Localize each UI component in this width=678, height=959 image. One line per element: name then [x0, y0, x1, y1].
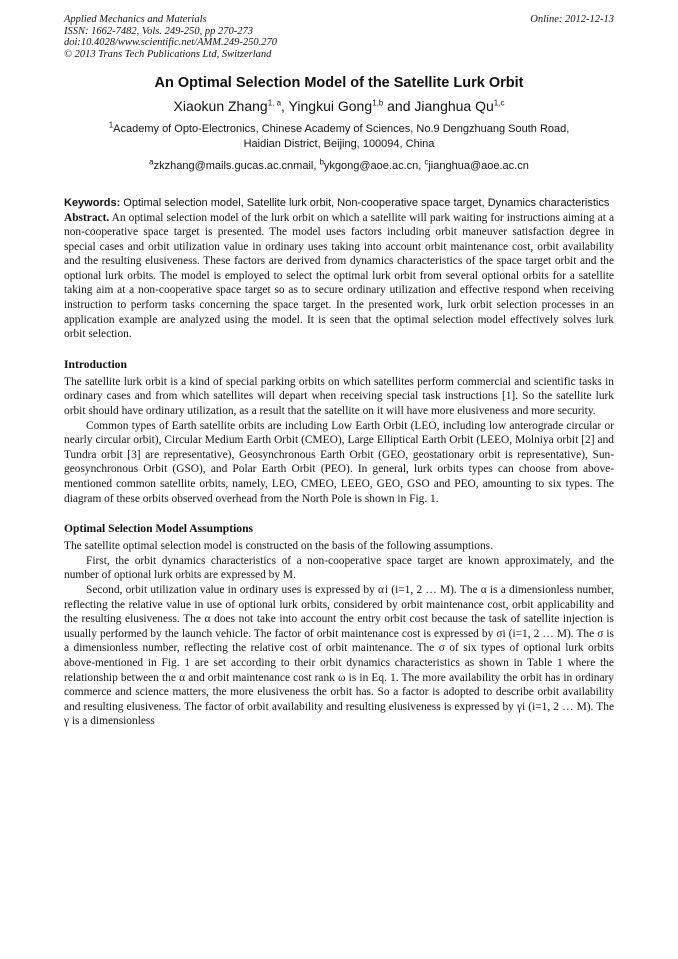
author-separator: and: [383, 98, 415, 114]
author-affiliation-mark: 1, a: [267, 98, 282, 108]
author-name: Xiaokun Zhang: [173, 98, 268, 114]
journal-name: Applied Mechanics and Materials: [64, 14, 207, 25]
journal-header: [64, 14, 614, 60]
abstract: [64, 211, 614, 342]
author-affiliation-mark: 1,b: [372, 98, 384, 108]
section-heading-introduction: Introduction: [64, 357, 127, 371]
author-name: Jianghua Qu: [414, 98, 494, 114]
email-address: zkzhang@mails.gucas.ac.cnmail,: [153, 160, 320, 172]
author-emails: [64, 159, 614, 174]
author-list: [64, 96, 614, 116]
affiliation-line-1: Academy of Opto-Electronics, Chinese Academy of Sciences, No.9 Dengzhuang South Road,: [113, 123, 570, 135]
abstract-label: Abstract.: [64, 211, 110, 224]
author-name: Yingkui Gong: [288, 98, 373, 114]
affiliation: [64, 122, 614, 152]
email-mark: a: [149, 157, 154, 167]
author-affiliation-mark: 1,c: [493, 98, 505, 108]
keywords: [64, 196, 614, 211]
online-date: Online: 2012-12-13: [530, 14, 614, 25]
abstract-text: An optimal selection model of the lurk orbit on which a satellite will park waiting for instructions aiming at a non-cooperative space target is presented. The model uses factors including orbit maneuver satisfaction degree in special cases and orbit utilization value in ordinary uses taking into account orbit maintenance cost, orbit availability and the resulting elusiveness. These factors are derived from dynamics characteristics of the space target orbit and the optional lurk orbits. The model is employed to select the optimal lurk orbit from several optional orbits for a satellite taking aim at a non-cooperative space target so as to secure ordinary utilization and effective respond when receiving instruction to perform tasks concerning the space target. In the presented work, lurk orbit selection processes in an application example are analyzed using the model. It is seen that the optimal selection model effectively solves lurk orbit selection.: [64, 211, 614, 341]
journal-doi: doi:10.4028/www.scientific.net/AMM.249-250.270: [64, 37, 277, 48]
journal-issn: ISSN: 1662-7482, Vols. 249-250, pp 270-273: [64, 25, 253, 37]
paragraph: The satellite optimal selection model is constructed on the basis of the following assumptions.: [64, 540, 493, 553]
paragraph: Second, orbit utilization value in ordinary uses is expressed by α i (i=1, 2 … M). The α is a dimensionless number, reflecting the relative value in use of optional lurk orbits, considered by orbit maintenance cost, orbit applicability and the resulting elusiveness. The α does not take into account the entry orbit cost because the task of satellite injection is usually performed by the launch vehicle. The factor of orbit maintenance cost is expressed by σi (i=1, 2 … M). The σ is a dimensionless number, reflecting the relative cost of orbit maintenance. The σ of six types of optional lurk orbits above-mentioned in Fig. 1 are set according to their orbit dynamics characteristics as shown in Table 1 where the relationship between the α and orbit maintenance cost rank ω is in Eq. 1. The more availability the orbit has in ordinary commerce and science matters, the more elusiveness the orbit has. So a factor is adopted to describe orbit availability and resulting elusiveness. The factor of orbit availability and resulting elusiveness is expressed by γi (i=1, 2 … M). The γ is a dimensionless: [64, 583, 614, 728]
keywords-label: Keywords:: [64, 197, 121, 209]
section-heading-assumptions: Optimal Selection Model Assumptions: [64, 522, 254, 536]
email-mark: b: [319, 157, 324, 167]
keywords-text: Optimal selection model, Satellite lurk orbit, Non-cooperative space target, Dynamics characteristics: [120, 197, 610, 209]
affiliation-mark: 1: [108, 120, 114, 130]
paragraph: The satellite lurk orbit is a kind of special parking orbits on which satellites perform commercial and scientific tasks in ordinary cases and from which satellites will depart when receiving special task instructions [1]. So the satellite lurk orbit should have ordinary utilization, as a result that the satellite on it will have more elusiveness and more security.: [64, 375, 614, 418]
paragraph: Common types of Earth satellite orbits are including Low Earth Orbit (LEO, including low anterograde circular or nearly circular orbit), Circular Medium Earth Orbit (CMEO), Large Elliptical Earth Orbit (LEEO, Molniya orbit [2] and Tundra orbit [3] are representative), Geosynchronous Earth Orbit (GEO, geostationary orbit is representative), Sun-geosynchronous Orbit (GSO), and Polar Earth Orbit (PEO). In general, lurk orbits types can choose from above-mentioned common satellite orbits, namely, LEO, CMEO, LEEO, GEO, GSO and PEO, amounting to six types. The diagram of these orbits observed overhead from the North Pole is shown in Fig. 1.: [64, 419, 614, 505]
email-address: ykgong@aoe.ac.cn,: [323, 160, 425, 172]
email-mark: c: [424, 157, 429, 167]
paper-title: An Optimal Selection Model of the Satellite Lurk Orbit: [154, 75, 524, 91]
email-address: jianghua@aoe.ac.cn: [428, 160, 529, 172]
affiliation-line-2: Haidian District, Beijing, 100094, China: [243, 138, 435, 150]
journal-copyright: © 2013 Trans Tech Publications Ltd, Switzerland: [64, 48, 272, 60]
author-separator: ,: [281, 98, 289, 114]
paragraph: First, the orbit dynamics characteristics of a non-cooperative space target are known approximately, and the number of optional lurk orbits are expressed by M.: [64, 554, 614, 582]
